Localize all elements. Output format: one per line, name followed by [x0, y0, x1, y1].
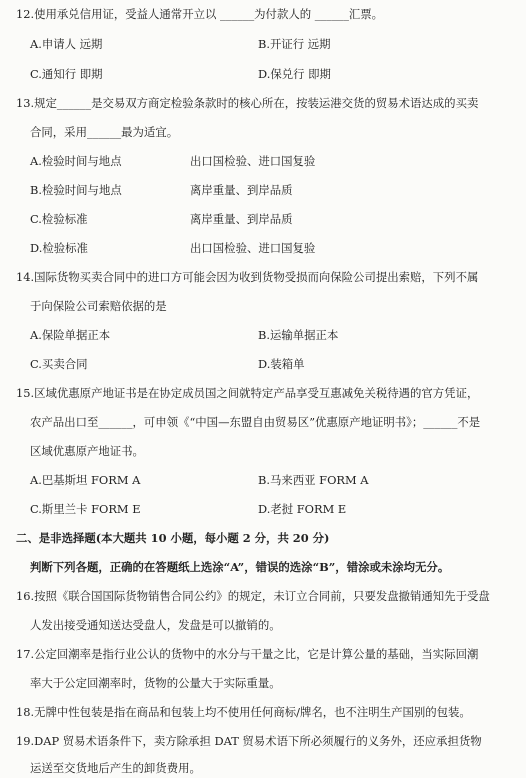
q13-option-c-value: 离岸重量、到岸品质 — [190, 212, 293, 226]
q13-option-c-label: C.检验标准 — [30, 212, 88, 226]
q12-option-b: B.开证行 远期 — [258, 37, 331, 51]
q16-line1: 16.按照《联合国国际货物销售合同公约》的规定，未订立合同前，只要发盘撤销通知先于受盘 — [16, 589, 490, 603]
q13-stem-line2: 合同，采用______最为适宜。 — [30, 125, 179, 139]
q15-stem-line2: 农产品出口至______，可申领《“中国—东盟自由贸易区”优惠原产地证明书》；______不是 — [30, 415, 481, 429]
q13-option-b-label: B.检验时间与地点 — [30, 183, 122, 197]
q19-line2: 运送至交货地后产生的卸货费用。 — [30, 761, 201, 775]
section2-instruction: 判断下列各题，正确的在答题纸上选涂“A”，错误的选涂“B”，错涂或未涂均无分。 — [30, 560, 450, 574]
q14-stem-line1: 14.国际货物买卖合同中的进口方可能会因为收到货物受损而向保险公司提出索赔，下列不属 — [16, 270, 479, 284]
q12-option-a: A.申请人 远期 — [30, 37, 103, 51]
q13-option-b-value: 离岸重量、到岸品质 — [190, 183, 293, 197]
q15-option-d: D.老挝 FORM E — [258, 502, 347, 516]
q13-option-a-value: 出口国检验、进口国复验 — [190, 154, 316, 168]
section2-heading: 二、是非选择题(本大题共 10 小题，每小题 2 分，共 20 分) — [16, 531, 330, 545]
q14-option-d: D.装箱单 — [258, 357, 305, 371]
q15-option-a: A.巴基斯坦 FORM A — [30, 473, 141, 487]
q15-stem-line3: 区域优惠原产地证书。 — [30, 444, 144, 458]
q19-line1: 19.DAP 贸易术语条件下，卖方除承担 DAT 贸易术语下所必须履行的义务外，还应承担货物 — [16, 734, 482, 748]
q13-stem-line1: 13.规定______是交易双方商定检验条款时的核心所在，按装运港交货的贸易术语达成的买卖 — [16, 96, 479, 110]
q14-option-a: A.保险单据正本 — [30, 328, 111, 342]
q13-option-a-label: A.检验时间与地点 — [30, 154, 122, 168]
q14-stem-line2: 于向保险公司索赔依据的是 — [30, 299, 167, 313]
q17-line1: 17.公定回潮率是指行业公认的货物中的水分与干量之比，它是计算公量的基础，当实际回潮 — [16, 647, 479, 661]
q15-option-c: C.斯里兰卡 FORM E — [30, 502, 141, 516]
q12-stem: 12.使用承兑信用证，受益人通常开立以 ______为付款人的 ______汇票。 — [16, 7, 384, 21]
q17-line2: 率大于公定回潮率时，货物的公量大于实际重量。 — [30, 676, 281, 690]
q15-stem-line1: 15.区域优惠原产地证书是在协定成员国之间就特定产品享受互惠减免关税待遇的官方凭证， — [16, 386, 479, 400]
q16-line2: 人发出接受通知送达受盘人，发盘是可以撤销的。 — [30, 618, 281, 632]
q13-option-d-value: 出口国检验、进口国复验 — [190, 241, 316, 255]
q13-option-d-label: D.检验标准 — [30, 241, 88, 255]
q14-option-b: B.运输单据正本 — [258, 328, 339, 342]
q12-option-c: C.通知行 即期 — [30, 67, 103, 81]
q12-option-d: D.保兑行 即期 — [258, 67, 331, 81]
q18-line1: 18.无牌中性包装是指在商品和包装上均不使用任何商标/牌名，也不注明生产国别的包装。 — [16, 705, 471, 719]
q15-option-b: B.马来西亚 FORM A — [258, 473, 369, 487]
q14-option-c: C.买卖合同 — [30, 357, 88, 371]
